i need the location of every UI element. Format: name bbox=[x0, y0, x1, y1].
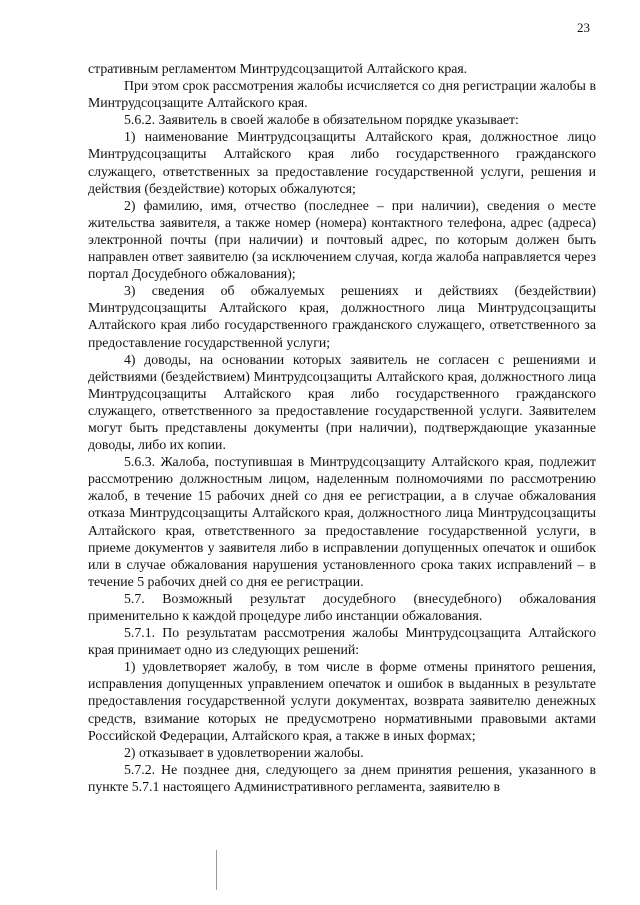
list-item-3-decisions: 3) сведения об обжалуемых решениях и действиях (бездействии) Минтрудсоцзащиты Алтайского края, должностного лица Минтрудсоцзащиты Алтайского края либо государственного гражданского служащего, ответственного за предоставление государственной услуги; bbox=[88, 283, 596, 350]
paragraph-5-7-1: 5.7.1. По результатам рассмотрения жалобы Минтрудсоцзащита Алтайского края принимает одно из следующих решений: bbox=[88, 625, 596, 658]
decision-item-2-refuse: 2) отказывает в удовлетворении жалобы. bbox=[124, 744, 364, 760]
paragraph-complaint-term: При этом срок рассмотрения жалобы исчисляется со дня регистрации жалобы в Минтрудсоцзащите Алтайского края. bbox=[88, 78, 596, 111]
page-number: 23 bbox=[577, 20, 590, 35]
paragraph-5-6-3: 5.6.3. Жалоба, поступившая в Минтрудсоцзащиту Алтайского края, подлежит рассмотрению должностным лицом, наделенным полномочиями по рассмотрению жалоб, в течение 15 рабочих дней со дня ее регистрации, а в случае обжалования отказа Минтрудсоцзащиты Алтайского края, должностного лица Минтрудсоцзащиты Алтайского края, ответственного за предоставление государственной услуги, в приеме документов у заявителя либо в исправлении допущенных опечаток и ошибок или в случае обжалования нарушения установленного срока таких исправлений – в течение 5 рабочих дней со дня ее регистрации. bbox=[88, 454, 596, 589]
list-item-1-name: 1) наименование Минтрудсоцзащиты Алтайского края, должностное лицо Минтрудсоцзащиты Алтайского края либо государственного гражданского служащего, ответственных за предоставление государственной услуги, решения и действия (бездействие) которых обжалуются; bbox=[88, 129, 596, 196]
list-item-4-arguments: 4) доводы, на основании которых заявитель не согласен с решениями и действиями (бездействием) Минтрудсоцзащиты Алтайского края, должностного лица Минтрудсоцзащиты Алтайского края либо государственного гражданского служащего, ответственного за предоставление государственной услуги. Заявителем могут быть представлены документы (при наличии), подтверждающие указанные доводы, либо их копии. bbox=[88, 351, 596, 453]
list-item-2-applicant: 2) фамилию, имя, отчество (последнее – при наличии), сведения о месте жительства заявителя, а также номер (номера) контактного телефона, адрес (адреса) электронной почты (при наличии) и почтовый адрес, по которым должен быть направлен ответ заявителю (за исключением случая, когда жалоба направляется через портал Досудебного обжалования); bbox=[88, 197, 596, 282]
paragraph-5-6-2: 5.6.2. Заявитель в своей жалобе в обязательном порядке указывает: bbox=[124, 112, 519, 128]
document-body bbox=[88, 60, 596, 795]
decision-item-1-satisfy: 1) удовлетворяет жалобу, в том числе в форме отмены принятого решения, исправления допущенных управлением опечаток и ошибок в выданных в результате предоставления государственной услуги документах, возврата заявителю денежных средств, взимание которых не предусмотрено нормативными правовыми актами Российской Федерации, Алтайского края, а также в иных формах; bbox=[88, 659, 596, 743]
paragraph-5-7: 5.7. Возможный результат досудебного (внесудебного) обжалования применительно к каждой процедуре либо инстанции обжалования. bbox=[88, 590, 596, 623]
paragraph-continuation: стративным регламентом Минтрудсоцзащитой Алтайского края. bbox=[88, 61, 468, 76]
paragraph-5-7-2: 5.7.2. Не позднее дня, следующего за днем принятия решения, указанного в пункте 5.7.1 настоящего Административного регламента, заявителю в bbox=[88, 761, 596, 794]
scan-artifact-line bbox=[216, 850, 217, 890]
